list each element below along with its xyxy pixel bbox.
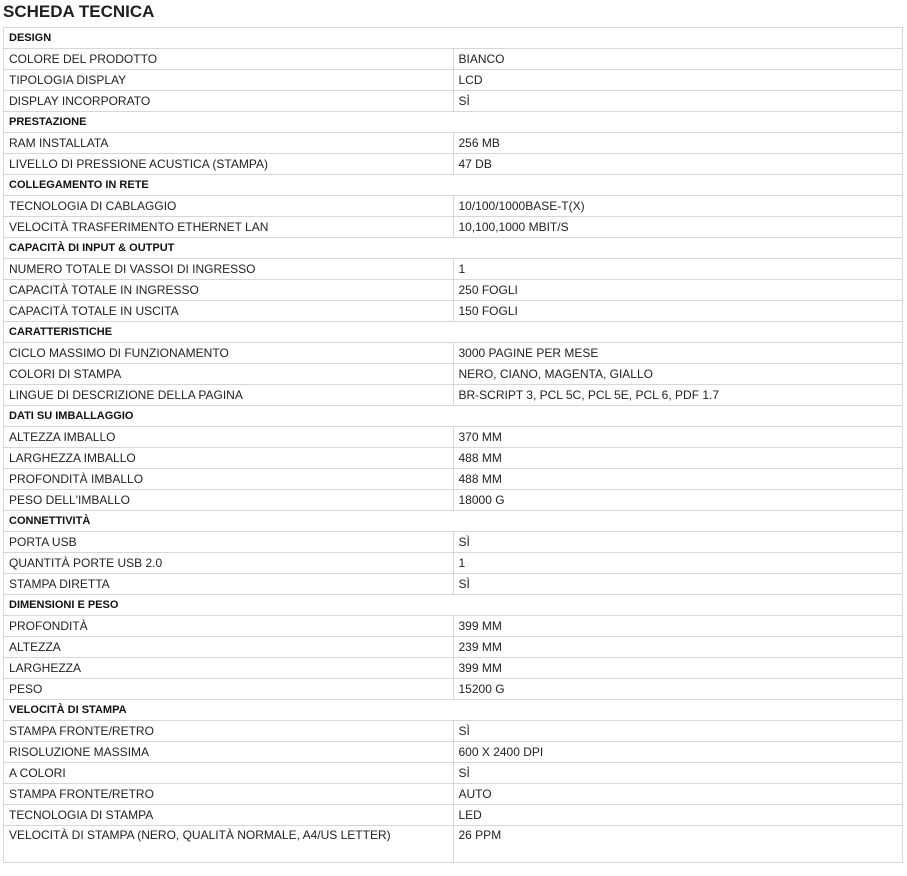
spec-label: VELOCITÀ DI STAMPA (NERO, QUALITÀ NORMALE, A4/US LETTER) [4,826,454,863]
section-header [4,28,903,49]
spec-label: PESO [4,679,454,700]
table-row [4,763,903,784]
spec-label: CAPACITÀ TOTALE IN INGRESSO [4,280,454,301]
spec-value: 150 FOGLI [453,301,903,322]
section-title: VELOCITÀ DI STAMPA [4,700,903,721]
spec-label: NUMERO TOTALE DI VASSOI DI INGRESSO [4,259,454,280]
spec-value: SÌ [453,721,903,742]
section-title: CARATTERISTICHE [4,322,903,343]
spec-value: SÌ [453,532,903,553]
section-title: DIMENSIONI E PESO [4,595,903,616]
table-row [4,826,903,863]
table-row [4,553,903,574]
table-row [4,280,903,301]
spec-value: SÌ [453,91,903,112]
table-row [4,805,903,826]
spec-label: CICLO MASSIMO DI FUNZIONAMENTO [4,343,454,364]
spec-label: ALTEZZA IMBALLO [4,427,454,448]
spec-label: STAMPA DIRETTA [4,574,454,595]
spec-label: STAMPA FRONTE/RETRO [4,721,454,742]
spec-label: STAMPA FRONTE/RETRO [4,784,454,805]
table-row [4,742,903,763]
section-title: CONNETTIVITÀ [4,511,903,532]
spec-value: LCD [453,70,903,91]
spec-label: LARGHEZZA [4,658,454,679]
spec-value: 47 DB [453,154,903,175]
section-title: DATI SU IMBALLAGGIO [4,406,903,427]
spec-value: 250 FOGLI [453,280,903,301]
spec-label: LINGUE DI DESCRIZIONE DELLA PAGINA [4,385,454,406]
spec-label: TECNOLOGIA DI STAMPA [4,805,454,826]
spec-value: 239 MM [453,637,903,658]
table-row [4,196,903,217]
spec-label: PROFONDITÀ [4,616,454,637]
spec-value: LED [453,805,903,826]
table-row [4,301,903,322]
spec-label: LIVELLO DI PRESSIONE ACUSTICA (STAMPA) [4,154,454,175]
table-row [4,154,903,175]
table-row [4,532,903,553]
section-header [4,406,903,427]
section-header [4,700,903,721]
table-row [4,133,903,154]
spec-value: 256 MB [453,133,903,154]
spec-table-body [4,28,903,863]
spec-label: A COLORI [4,763,454,784]
spec-value: AUTO [453,784,903,805]
spec-value: 10/100/1000BASE-T(X) [453,196,903,217]
page-title: SCHEDA TECNICA [3,2,155,21]
spec-value: 3000 PAGINE PER MESE [453,343,903,364]
spec-label: COLORI DI STAMPA [4,364,454,385]
spec-label: TIPOLOGIA DISPLAY [4,70,454,91]
spec-value: 15200 G [453,679,903,700]
table-row [4,784,903,805]
spec-label: TECNOLOGIA DI CABLAGGIO [4,196,454,217]
spec-label: VELOCITÀ TRASFERIMENTO ETHERNET LAN [4,217,454,238]
spec-label: RAM INSTALLATA [4,133,454,154]
section-header [4,595,903,616]
section-title: CAPACITÀ DI INPUT & OUTPUT [4,238,903,259]
table-row [4,70,903,91]
spec-label: RISOLUZIONE MASSIMA [4,742,454,763]
spec-value: 399 MM [453,616,903,637]
spec-value: SÌ [453,763,903,784]
spec-value: 488 MM [453,448,903,469]
spec-value: BIANCO [453,49,903,70]
spec-value: 488 MM [453,469,903,490]
spec-value: 1 [453,553,903,574]
spec-value: 600 X 2400 DPI [453,742,903,763]
table-row [4,574,903,595]
spec-table [3,27,903,863]
section-header [4,175,903,196]
table-row [4,49,903,70]
table-row [4,637,903,658]
spec-value: 370 MM [453,427,903,448]
spec-label: LARGHEZZA IMBALLO [4,448,454,469]
spec-value: SÌ [453,574,903,595]
spec-value: 18000 G [453,490,903,511]
spec-label: COLORE DEL PRODOTTO [4,49,454,70]
section-title: COLLEGAMENTO IN RETE [4,175,903,196]
spec-value: 26 PPM [453,826,903,863]
table-row [4,721,903,742]
spec-label: CAPACITÀ TOTALE IN USCITA [4,301,454,322]
table-row [4,490,903,511]
spec-value: 1 [453,259,903,280]
section-header [4,112,903,133]
table-row [4,217,903,238]
table-row [4,616,903,637]
spec-value: 399 MM [453,658,903,679]
spec-label: DISPLAY INCORPORATO [4,91,454,112]
spec-label: ALTEZZA [4,637,454,658]
table-row [4,259,903,280]
spec-value: BR-SCRIPT 3, PCL 5C, PCL 5E, PCL 6, PDF 1.7 [453,385,903,406]
section-header [4,511,903,532]
table-row [4,679,903,700]
table-row [4,343,903,364]
section-title: DESIGN [4,28,903,49]
table-row [4,448,903,469]
spec-value: NERO, CIANO, MAGENTA, GIALLO [453,364,903,385]
table-row [4,385,903,406]
table-row [4,469,903,490]
table-row [4,658,903,679]
section-title: PRESTAZIONE [4,112,903,133]
spec-label: PESO DELL'IMBALLO [4,490,454,511]
spec-label: QUANTITÀ PORTE USB 2.0 [4,553,454,574]
spec-label: PROFONDITÀ IMBALLO [4,469,454,490]
table-row [4,364,903,385]
table-row [4,91,903,112]
spec-label: PORTA USB [4,532,454,553]
section-header [4,322,903,343]
section-header [4,238,903,259]
table-row [4,427,903,448]
spec-value: 10,100,1000 MBIT/S [453,217,903,238]
